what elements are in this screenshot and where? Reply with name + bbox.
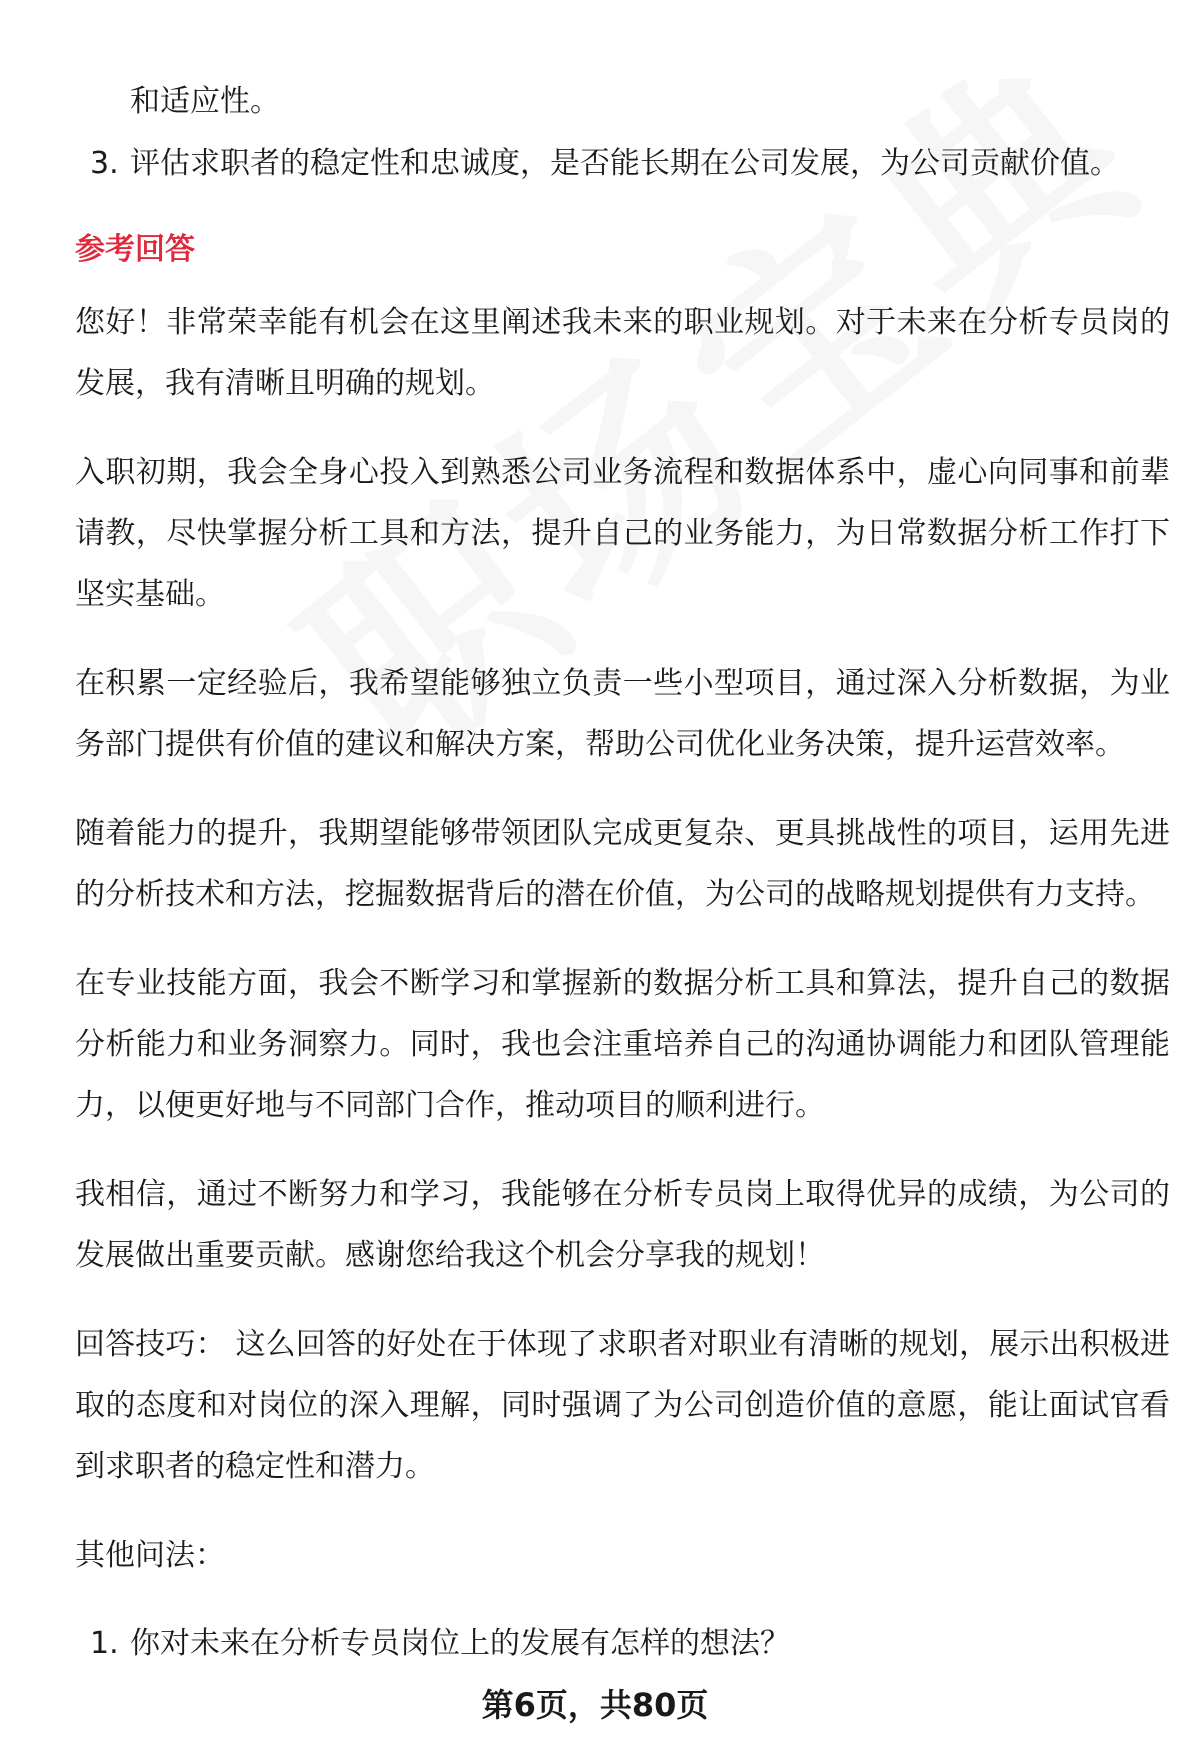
paragraph-intro: 您好！非常荣幸能有机会在这里阐述我未来的职业规划。对于未来在分析专员岗的发展，我有清晰且明确的规划。 (75, 305, 1170, 401)
list-item-continuation: 和适应性。 (130, 84, 280, 119)
paragraph-answer-tips: 回答技巧： 这么回答的好处在于体现了求职者对职业有清晰的规划，展示出积极进取的态度和对岗位的深入理解，同时强调了为公司创造价值的意愿，能让面试官看到求职者的稳定性和潜力。 (75, 1327, 1170, 1484)
page-number-footer: 第6页，共80页 (481, 1686, 709, 1724)
list-item (75, 134, 1170, 194)
page-content (75, 72, 1170, 1674)
list-item-number: 3. (90, 146, 119, 181)
list-item-text: 评估求职者的稳定性和忠诚度，是否能长期在公司发展，为公司贡献价值。 (130, 146, 1120, 181)
paragraph-other-questions-label: 其他问法： (75, 1538, 225, 1573)
section-heading-reference-answer: 参考回答 (75, 232, 195, 267)
list-item-number: 1. (90, 1626, 119, 1661)
list-item-text: 你对未来在分析专员岗位上的发展有怎样的想法？ (130, 1626, 790, 1661)
paragraph-conclusion: 我相信，通过不断努力和学习，我能够在分析专员岗上取得优异的成绩，为公司的发展做出重要贡献。感谢您给我这个机会分享我的规划！ (75, 1177, 1170, 1273)
list-item (75, 1614, 1170, 1674)
paragraph-later-stage: 随着能力的提升，我期望能够带领团队完成更复杂、更具挑战性的项目，运用先进的分析技术和方法，挖掘数据背后的潜在价值，为公司的战略规划提供有力支持。 (75, 816, 1170, 912)
paragraph-early-stage: 入职初期，我会全身心投入到熟悉公司业务流程和数据体系中，虚心向同事和前辈请教，尽快掌握分析工具和方法，提升自己的业务能力，为日常数据分析工作打下坚实基础。 (75, 455, 1170, 612)
paragraph-mid-stage: 在积累一定经验后，我希望能够独立负责一些小型项目，通过深入分析数据，为业务部门提供有价值的建议和解决方案，帮助公司优化业务决策，提升运营效率。 (75, 666, 1170, 762)
paragraph-skills: 在专业技能方面，我会不断学习和掌握新的数据分析工具和算法，提升自己的数据分析能力和业务洞察力。同时，我也会注重培养自己的沟通协调能力和团队管理能力，以便更好地与不同部门合作，推动项目的顺利进行。 (75, 966, 1170, 1123)
